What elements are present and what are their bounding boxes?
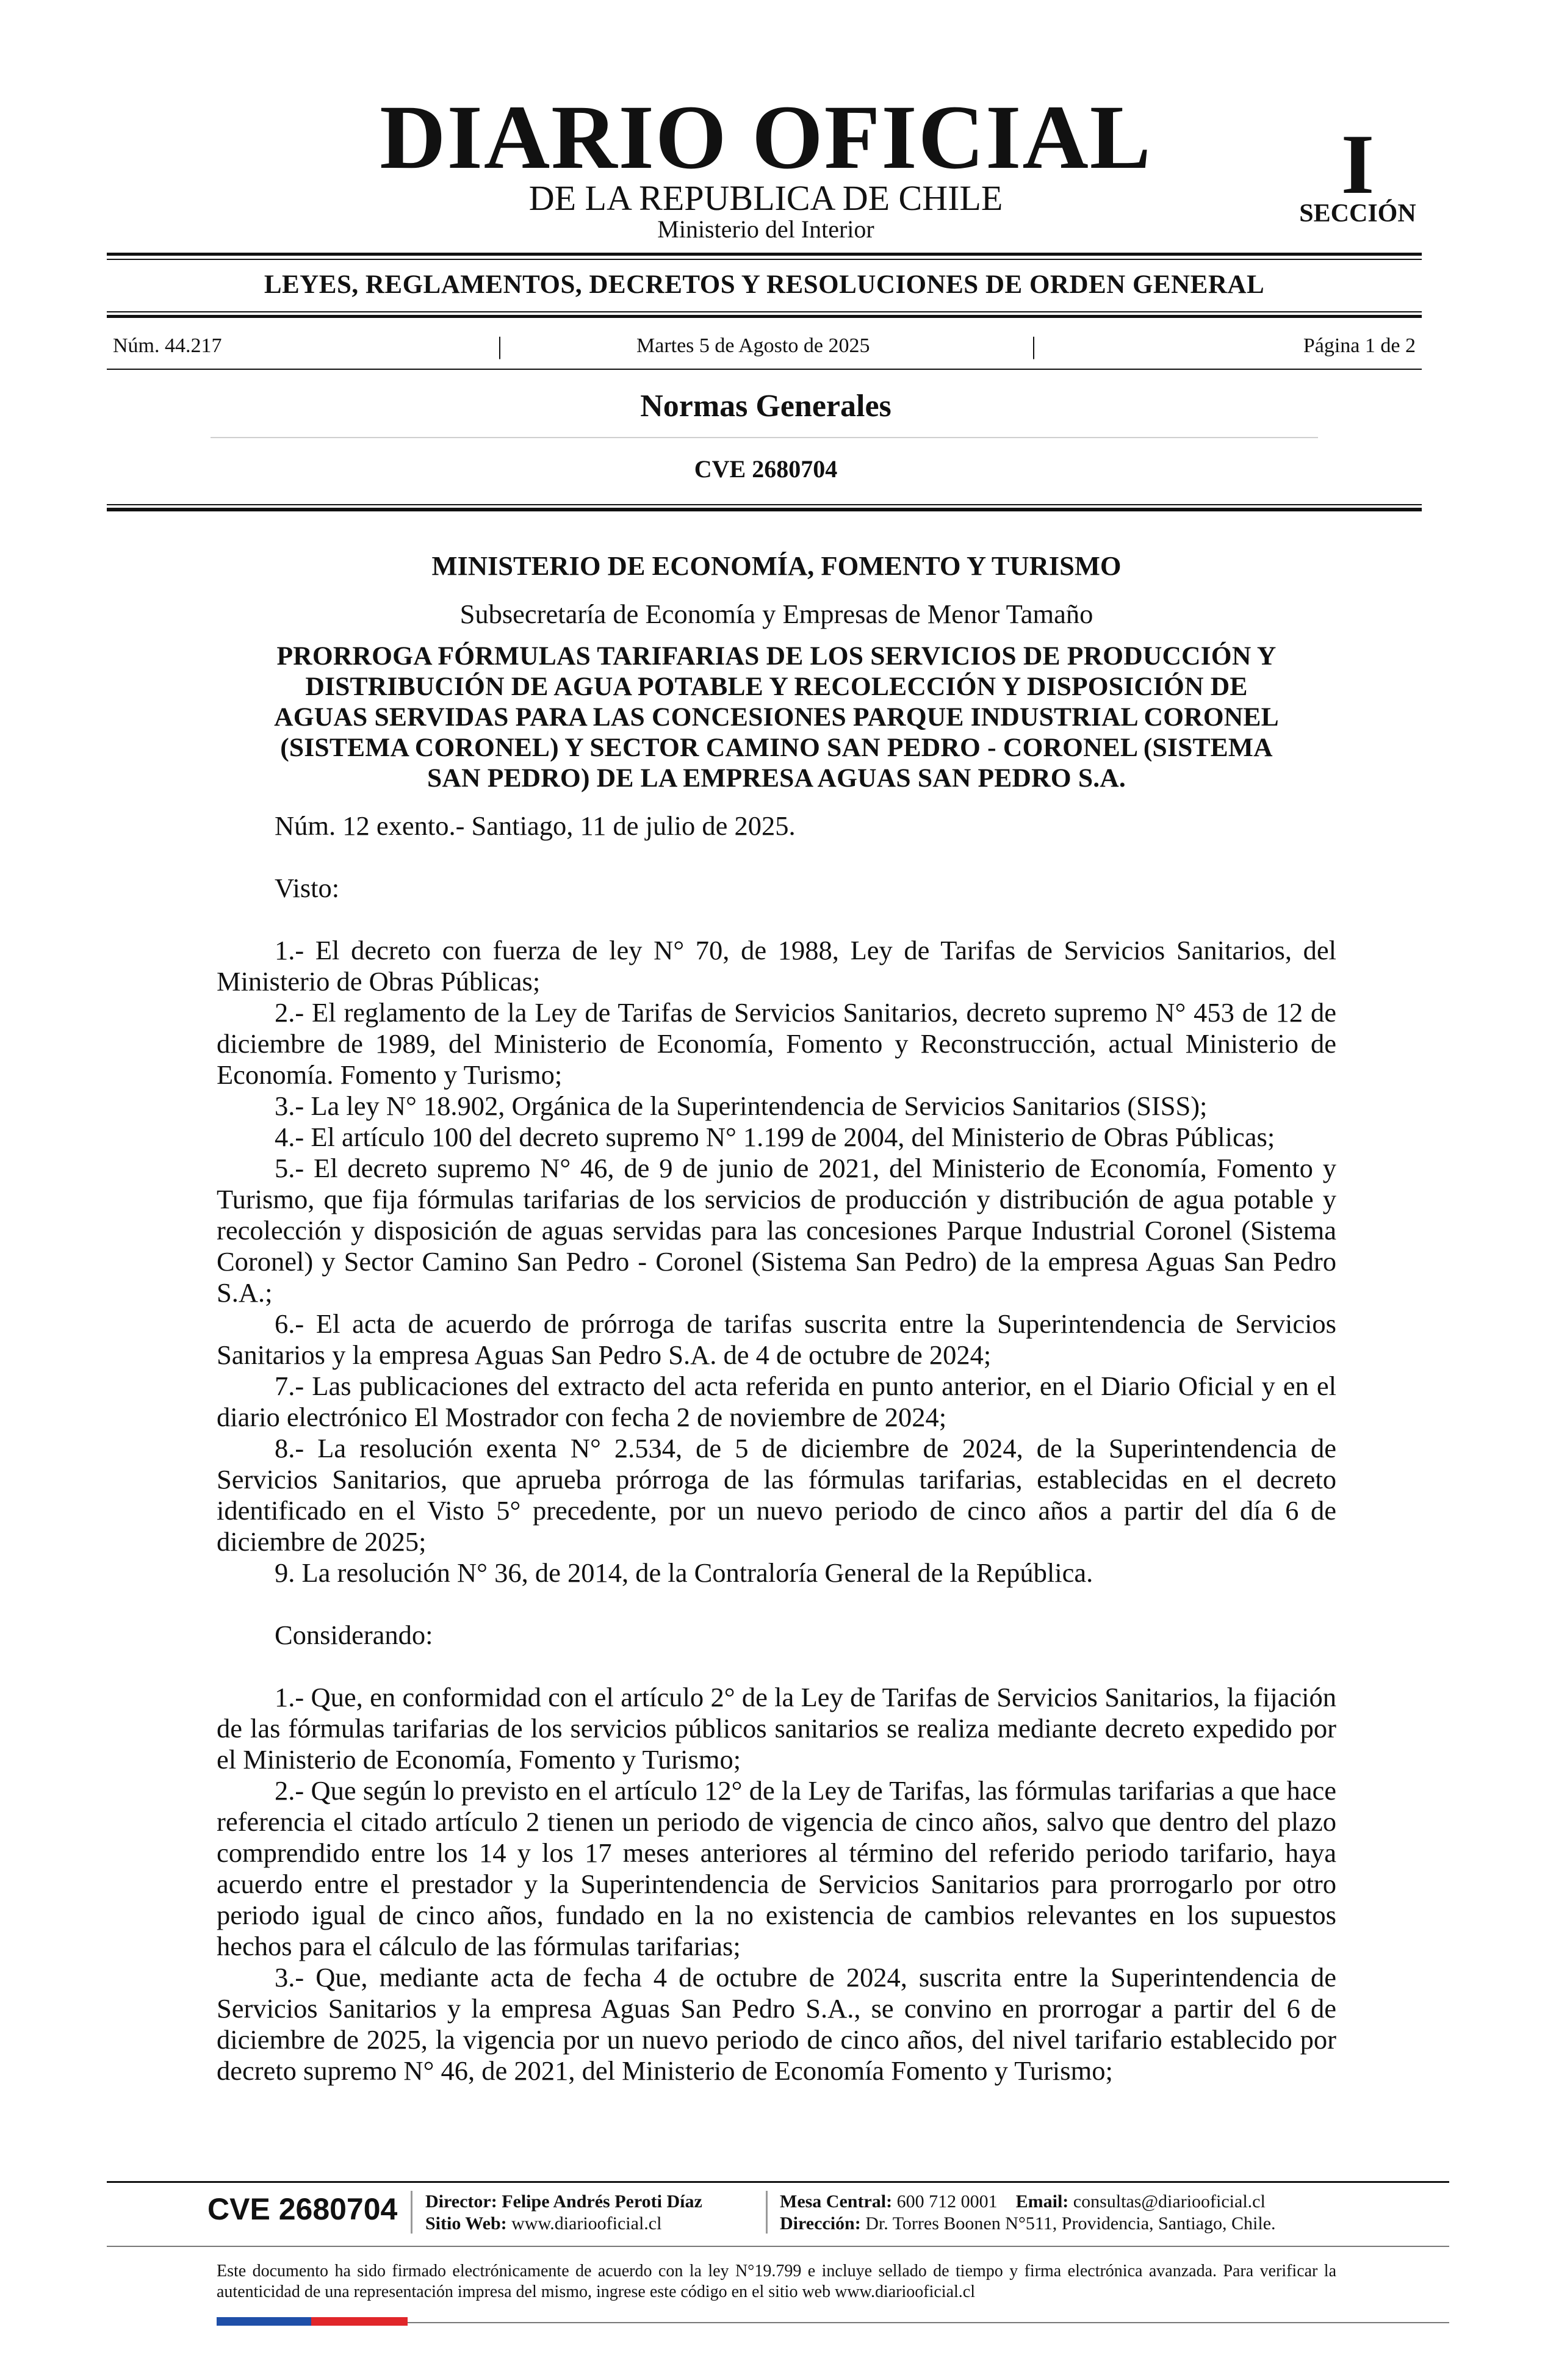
footer-divider: [766, 2191, 768, 2234]
mesa-phone: 600 712 0001: [896, 2191, 998, 2212]
issue-number: Núm. 44.217: [113, 334, 222, 357]
decree-title-line: (SISTEMA CORONEL) Y SECTOR CAMINO SAN PEDRO - CORONEL (SISTEMA: [280, 733, 1273, 762]
issue-date: Martes 5 de Agosto de 2025: [636, 334, 870, 357]
visto-item: 3.- La ley N° 18.902, Orgánica de la Superintendencia de Servicios Sanitarios (SISS);: [275, 1091, 1208, 1121]
address-label: Dirección:: [780, 2213, 861, 2234]
visto-item: 7.- Las publicaciones del extracto del acta referida en punto anterior, en el Diario Oficial y en el diario electrónico El Mostrador con fecha 2 de noviembre de 2024;: [217, 1371, 1336, 1432]
footer-cve: CVE 2680704: [207, 2192, 398, 2226]
footer-rule-top: [107, 2181, 1449, 2183]
visto-item: 5.- El decreto supremo N° 46, de 9 de junio de 2021, del Ministerio de Economía, Fomento y Turismo, que fija fórmulas tarifarias de los servicios de producción y distribución de agua potable y recolección y disposición de aguas servidas para las concesiones Parque Industrial Coronel (Sistema Coronel) y Sector Camino San Pedro - Coronel (Sistema San Pedro) de la empresa Aguas San Pedro S.A.;: [217, 1153, 1336, 1308]
subsecretaria: Subsecretaría de Economía y Empresas de Menor Tamaño: [459, 599, 1093, 629]
visto-item: 4.- El artículo 100 del decreto supremo N° 1.199 de 2004, del Ministerio de Obras Públicas;: [275, 1122, 1275, 1152]
section-label: SECCIÓN: [1299, 200, 1416, 228]
decree-title-line: PRORROGA FÓRMULAS TARIFARIAS DE LOS SERVICIOS DE PRODUCCIÓN Y: [276, 641, 1277, 671]
cve-rule-thin: [107, 504, 1422, 505]
considerando-item: 3.- Que, mediante acta de fecha 4 de octubre de 2024, suscrita entre la Superintendencia de Servicios Sanitarios y la empresa Aguas San Pedro S.A., se convino en prorrogar a partir del 6 de diciembre de 2025, la vigencia por un nuevo periodo de cinco años, del nivel tarifario establecido por decreto supremo N° 46, de 2021, del Ministerio de Economía Fomento y Turismo;: [217, 1962, 1336, 2086]
decree-number-line: Núm. 12 exento.- Santiago, 11 de julio de 2025.: [275, 810, 796, 841]
document-body: [217, 550, 1336, 2086]
cve-code: CVE 2680704: [694, 455, 838, 483]
decree-title: [217, 641, 1336, 793]
footer-rule-bottom: [408, 2322, 1449, 2323]
header-rule-thick: [107, 253, 1422, 256]
email-label: Email:: [1015, 2191, 1069, 2212]
signature-note: Este documento ha sido firmado electrónicamente de acuerdo con la ley N°19.799 e incluye sellado de tiempo y firma electrónica avanzada. Para verificar la autenticidad de una representación impresa del mismo, ingrese este código en el sitio web www.diariooficial.cl: [217, 2262, 1336, 2301]
info-separator: |: [1031, 332, 1037, 359]
site-link[interactable]: www.diariooficial.cl: [511, 2213, 662, 2234]
address-value: Dr. Torres Boonen N°511, Providencia, Santiago, Chile.: [865, 2213, 1276, 2234]
site-label: Sitio Web:: [425, 2213, 507, 2234]
info-separator: |: [497, 332, 503, 359]
visto-item: 2.- El reglamento de la Ley de Tarifas de Servicios Sanitarios, decreto supremo N° 453 de 12 de diciembre de 1989, del Ministerio de Economía, Fomento y Reconstrucción, actual Ministerio de Economía. Fomento y Turismo;: [217, 997, 1336, 1090]
visto-heading: Visto:: [275, 873, 340, 903]
section-banner: LEYES, REGLAMENTOS, DECRETOS Y RESOLUCIONES DE ORDEN GENERAL: [264, 270, 1265, 299]
masthead: [0, 87, 1556, 244]
footer-rule-mid: [107, 2246, 1449, 2247]
section-numeral: I: [1341, 117, 1375, 212]
newspaper-title: DIARIO OFICIAL: [380, 87, 1152, 188]
issuing-ministry: MINISTERIO DE ECONOMÍA, FOMENTO Y TURISMO: [431, 550, 1122, 581]
visto-item: 8.- La resolución exenta N° 2.534, de 5 de diciembre de 2024, de la Superintendencia de Servicios Sanitarios, que aprueba prórroga de las fórmulas tarifarias, establecidas en el decreto identificado en el Visto 5° precedente, por un nuevo periodo de cinco años a partir del día 6 de diciembre de 2025;: [217, 1433, 1336, 1557]
decree-title-line: DISTRIBUCIÓN DE AGUA POTABLE Y RECOLECCIÓN Y DISPOSICIÓN DE: [305, 672, 1248, 701]
considerando-item: 1.- Que, en conformidad con el artículo 2° de la Ley de Tarifas de Servicios Sanitarios, la fijación de las fórmulas tarifarias de los servicios públicos sanitarios se realiza mediante decreto expedido por el Ministerio de Economía, Fomento y Turismo;: [217, 1682, 1336, 1775]
flag-stripe-blue: [217, 2317, 311, 2326]
email-link[interactable]: consultas@diariooficial.cl: [1073, 2191, 1266, 2212]
flag-stripe-red: [311, 2317, 408, 2326]
header-rule-thin: [107, 259, 1422, 260]
newspaper-subtitle: DE LA REPUBLICA DE CHILE: [528, 178, 1003, 218]
decree-title-line: AGUAS SERVIDAS PARA LAS CONCESIONES PARQUE INDUSTRIAL CORONEL: [274, 702, 1279, 732]
visto-item: 9. La resolución N° 36, de 2014, de la Contraloría General de la República.: [275, 1557, 1093, 1588]
banner-rule-top: [107, 311, 1422, 312]
ministry-line: Ministerio del Interior: [657, 215, 874, 243]
normas-rule: [211, 437, 1318, 438]
banner-rule-bottom: [107, 315, 1422, 318]
director-name: Felipe Andrés Peroti Díaz: [502, 2191, 702, 2212]
page-indicator: Página 1 de 2: [1303, 334, 1416, 357]
footer-director-block: [425, 2191, 702, 2235]
decree-title-line: SAN PEDRO) DE LA EMPRESA AGUAS SAN PEDRO S.A.: [427, 763, 1126, 793]
considerando-item: 2.- Que según lo previsto en el artículo 12° de la Ley de Tarifas, las fórmulas tarifarias a que hace referencia el citado artículo 2 tienen un periodo de vigencia de cinco años, salvo que dentro del plazo comprendido entre los 14 y los 17 meses anteriores al término del referido periodo tarifario, haya acuerdo entre el prestador y la Superintendencia de Servicios Sanitarios para prorrogarlo por otro periodo igual de cinco años, fundado en la no existencia de cambios relevantes en los supuestos hechos para el cálculo de las fórmulas tarifarias;: [217, 1775, 1336, 1961]
mesa-label: Mesa Central:: [780, 2191, 893, 2212]
info-rule: [107, 369, 1422, 370]
cve-rule-thick: [107, 508, 1422, 511]
normas-heading: Normas Generales: [640, 389, 891, 424]
considerando-heading: Considerando:: [275, 1620, 433, 1650]
footer-divider: [411, 2191, 412, 2234]
visto-item: 1.- El decreto con fuerza de ley N° 70, de 1988, Ley de Tarifas de Servicios Sanitarios, del Ministerio de Obras Públicas;: [217, 935, 1336, 997]
director-label: Director:: [425, 2191, 497, 2212]
issue-info-bar: [113, 331, 1416, 361]
visto-item: 6.- El acta de acuerdo de prórroga de tarifas suscrita entre la Superintendencia de Servicios Sanitarios y la empresa Aguas San Pedro S.A. de 4 de octubre de 2024;: [217, 1308, 1336, 1370]
footer-contact-block: [780, 2191, 1276, 2235]
